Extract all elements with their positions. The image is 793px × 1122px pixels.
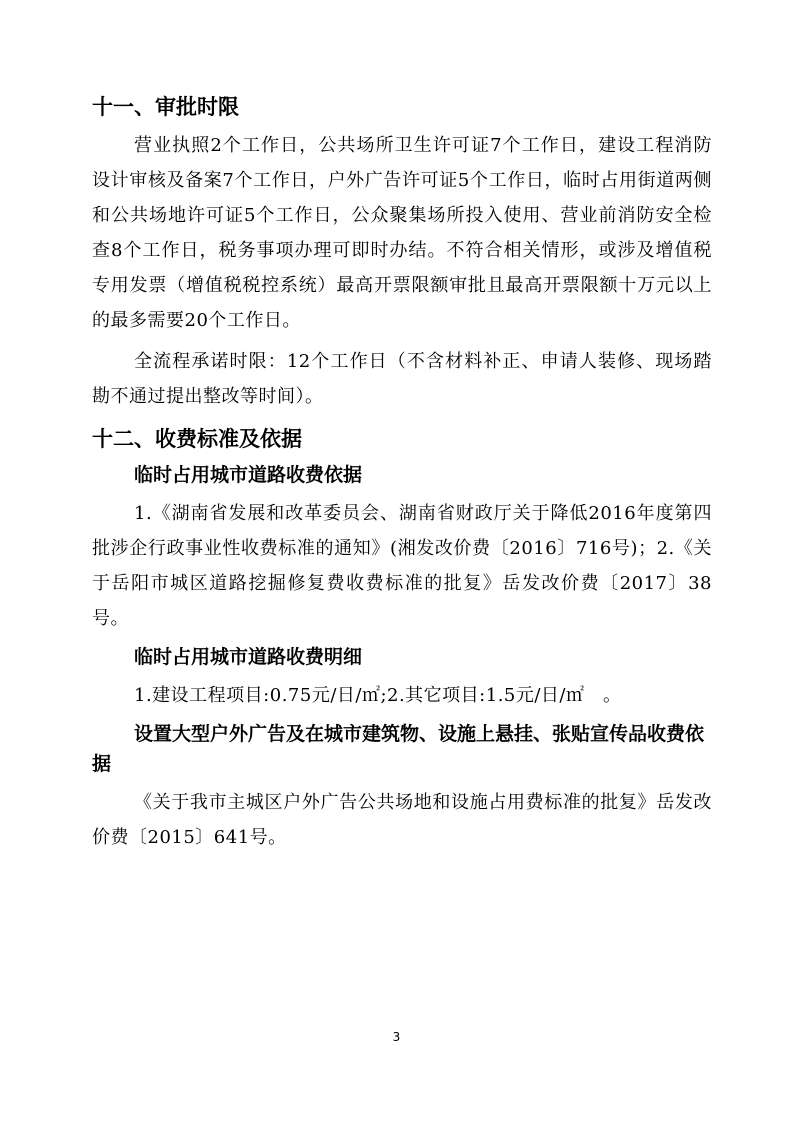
section-heading-fees: 十二、收费标准及依据 [92,427,302,451]
section-heading-approval-time: 十一、审批时限 [92,95,239,119]
paragraph-full-process-commitment: 全流程承诺时限：12个工作日（不含材料补正、申请人装修、现场踏勘不通过提出整改等时间）。 [92,351,712,407]
subheading-road-occupation-fee-details: 临时占用城市道路收费明细 [134,646,363,668]
page-content [92,92,712,861]
subheading-road-occupation-fee-basis: 临时占用城市道路收费依据 [134,464,363,486]
subheading-outdoor-ad-fee-basis: 设置大型户外广告及在城市建筑物、设施上悬挂、张贴宣传品收费依据 [92,723,705,775]
page-number: 3 [392,1030,401,1044]
paragraph-outdoor-ad-fee-basis: 《关于我市主城区户外广告公共场地和设施占用费标准的批复》岳发改价费〔2015〕641号。 [92,792,712,848]
paragraph-road-occupation-fee-basis: 1.《湖南省发展和改革委员会、湖南省财政厅关于降低2016年度第四批涉企行政事业性收费标准的通知》(湘发改价费〔2016〕716号)；2.《关于岳阳市城区道路挖掘修复费收费标准的批复》岳发改价费〔2017〕38号。 [92,503,712,629]
paragraph-road-occupation-fee-details: 1.建设工程项目:0.75元/日/㎡;2.其它项目:1.5元/日/㎡ 。 [134,685,622,706]
paragraph-approval-time-limits: 营业执照2个工作日，公共场所卫生许可证7个工作日，建设工程消防设计审核及备案7个工作日，户外广告许可证5个工作日，临时占用街道两侧和公共场地许可证5个工作日，公众聚集场所投入使用、营业前消防安全检查8个工作日，税务事项办理可即时办结。不符合相关情形，或涉及增值税专用发票（增值税税控系统）最高开票限额审批且最高开票限额十万元以上的最多需要20个工作日。 [92,135,712,331]
